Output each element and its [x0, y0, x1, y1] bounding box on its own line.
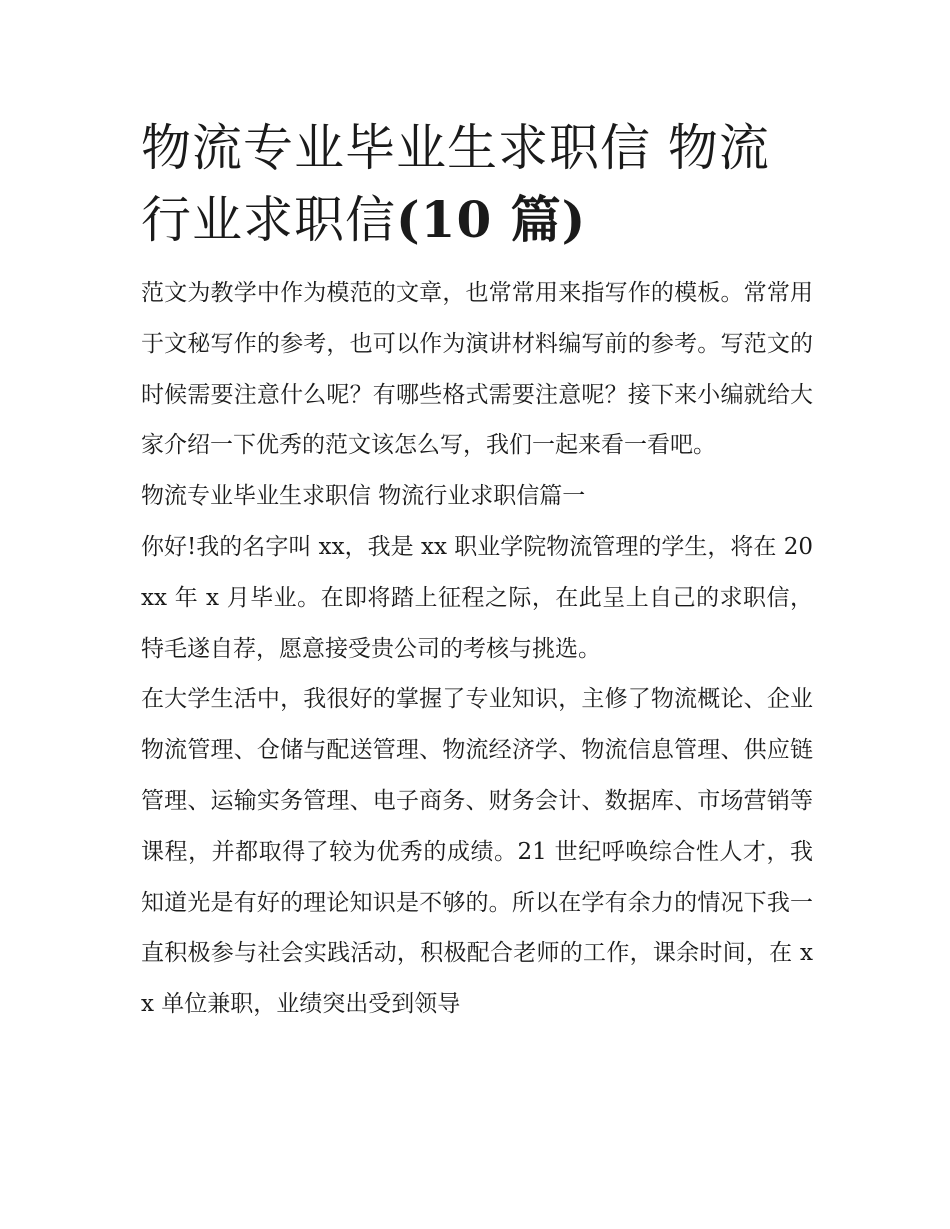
body-paragraph: 在大学生活中，我很好的掌握了专业知识，主修了物流概论、企业物流管理、仓储与配送管理、物流经济学、物流信息管理、供应链管理、运输实务管理、电子商务、财务会计、数据库、市场营销等课程，并都取得了较为优秀的成绩。21 世纪呼唤综合性人才，我知道光是有好的理论知识是不够的。所以在学有余力的情况下我一直积极参与社会实践活动，积极配合老师的工作，课余时间，在 xx 单位兼职，业绩突出受到领导	[141, 686, 813, 1018]
document-title-count: (10 篇)	[396, 190, 587, 249]
intro-paragraph: 范文为教学中作为模范的文章，也常常用来指写作的模板。常常用于文秘写作的参考，也可以作为演讲材料编写前的参考。写范文的时候需要注意什么呢？有哪些格式需要注意呢？接下来小编就给大家介绍一下优秀的范文该怎么写，我们一起来看一看吧。	[141, 280, 813, 459]
document-body	[141, 112, 813, 1030]
document-title-main: 物流专业毕业生求职信 物流行业求职信	[141, 119, 770, 249]
body-paragraph: 你好!我的名字叫 xx，我是 xx 职业学院物流管理的学生，将在 20xx 年 x 月毕业。在即将踏上征程之际，在此呈上自己的求职信，特毛遂自荐，愿意接受贵公司的考核与挑选。	[141, 533, 813, 662]
document-title	[141, 112, 813, 256]
section-heading: 物流专业毕业生求职信 物流行业求职信篇一	[141, 483, 586, 510]
